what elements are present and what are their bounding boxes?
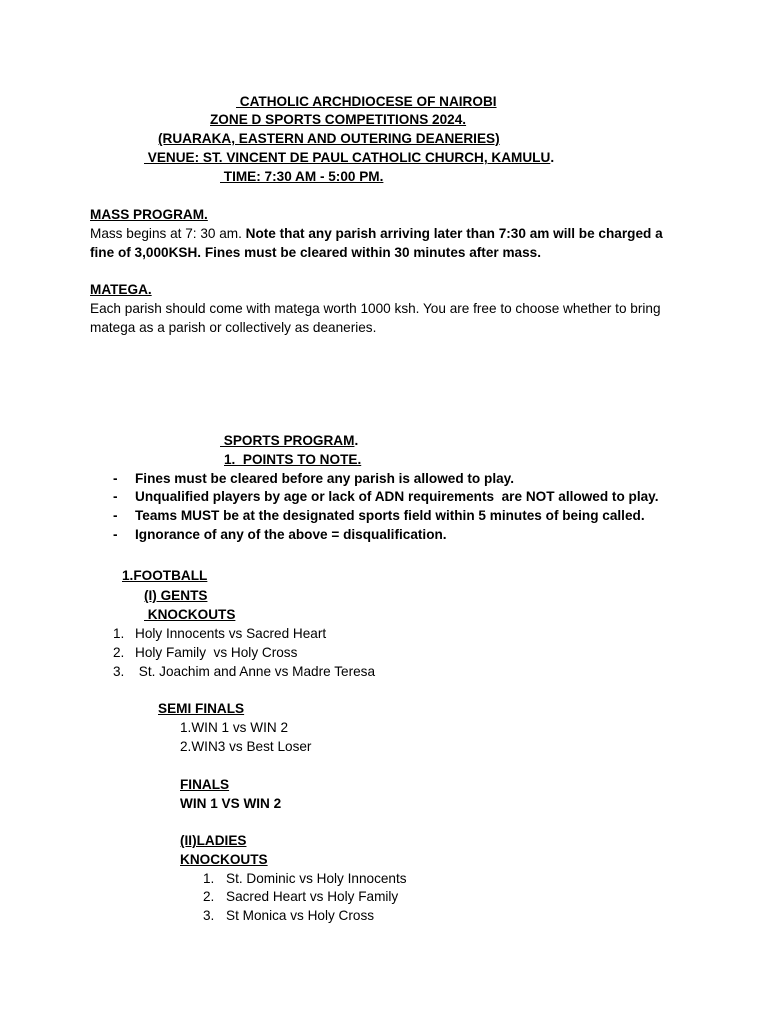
football-heading: 1.FOOTBALL [122, 568, 208, 583]
gents-knockout-item: 2. Holy Family vs Holy Cross [113, 645, 298, 660]
header-line-4: VENUE: ST. VINCENT DE PAUL CATHOLIC CHURCH, KAMULU. [144, 150, 555, 165]
matega-heading: MATEGA. [90, 282, 152, 297]
ladies-knockout-item: 1. St. Dominic vs Holy Innocents [203, 871, 407, 886]
point-item: - Ignorance of any of the above = disqualification. [113, 527, 447, 542]
header-line-1: CATHOLIC ARCHDIOCESE OF NAIROBI [236, 94, 497, 109]
semis-item: 1.WIN 1 vs WIN 2 [180, 720, 289, 735]
point-item: - Unqualified players by age or lack of ADN requirements are NOT allowed to play. [113, 489, 659, 504]
mass-heading: MASS PROGRAM. [90, 207, 208, 222]
gents-heading: (I) GENTS [144, 588, 208, 603]
point-item: - Fines must be cleared before any parish is allowed to play. [113, 471, 514, 486]
header-line-2: ZONE D SPORTS COMPETITIONS 2024. [210, 112, 467, 127]
finals-item: WIN 1 VS WIN 2 [180, 796, 282, 811]
sports-heading: SPORTS PROGRAM. [220, 433, 359, 448]
mass-paragraph: Mass begins at 7: 30 am. Note that any parish arriving later than 7:30 am will be charged a fine of 3,000KSH. Fines must be cleared within 30 minutes after mass. [90, 226, 663, 260]
ladies-knockout-item: 2. Sacred Heart vs Holy Family [203, 889, 399, 904]
point-item: - Teams MUST be at the designated sports field within 5 minutes of being called. [113, 508, 645, 523]
gents-knockouts-heading: KNOCKOUTS [144, 607, 236, 622]
header-line-5: TIME: 7:30 AM - 5:00 PM. [220, 169, 384, 184]
gents-knockout-item: 3. St. Joachim and Anne vs Madre Teresa [113, 664, 376, 679]
semis-heading: SEMI FINALS [158, 701, 245, 716]
header-line-3: (RUARAKA, EASTERN AND OUTERING DEANERIES) [158, 131, 500, 146]
finals-heading: FINALS [180, 777, 230, 792]
ladies-knockout-item: 3. St Monica vs Holy Cross [203, 908, 375, 923]
ladies-knockouts-heading: KNOCKOUTS [180, 852, 268, 867]
gents-knockout-item: 1. Holy Innocents vs Sacred Heart [113, 626, 327, 641]
semis-item: 2.WIN3 vs Best Loser [180, 739, 312, 754]
matega-paragraph: Each parish should come with matega worth 1000 ksh. You are free to choose whether to bring mategа as a parish or collectively as deaneries. [90, 301, 661, 335]
points-heading: 1. POINTS TO NOTE. [224, 452, 362, 467]
ladies-heading: (II)LADIES [180, 833, 247, 848]
